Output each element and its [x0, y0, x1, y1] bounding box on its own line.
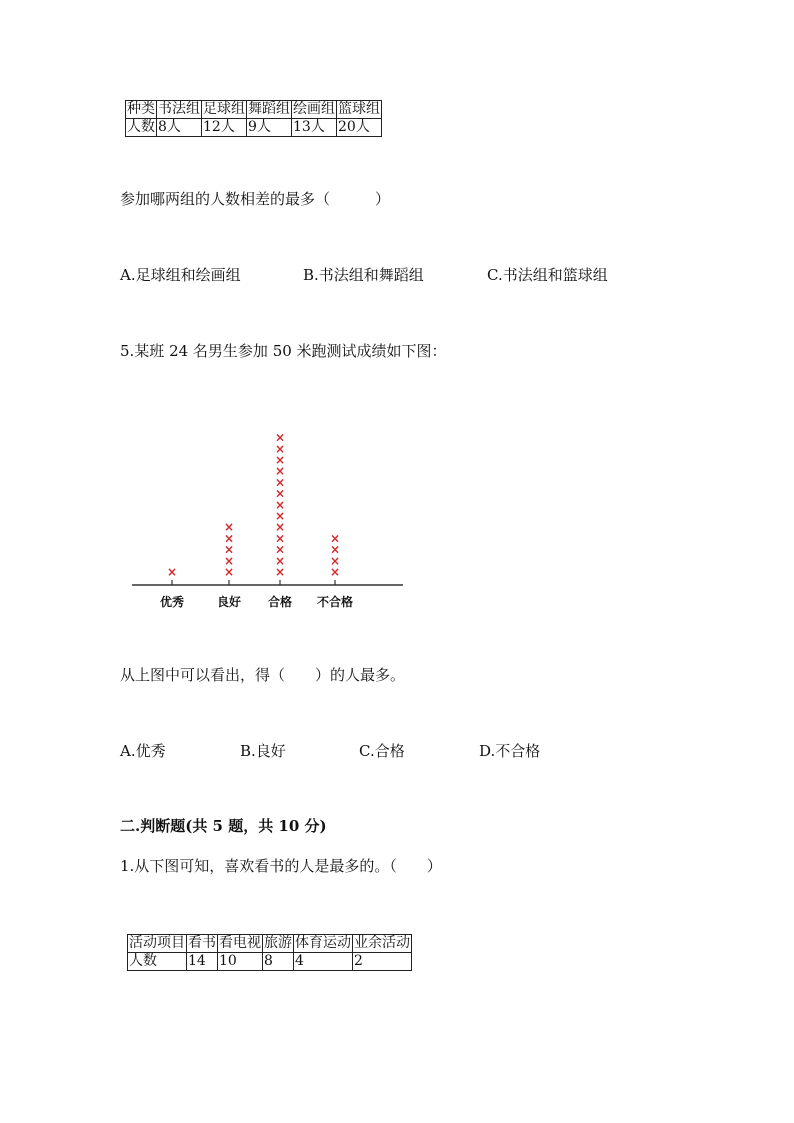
x-mark: × — [223, 520, 235, 535]
question-text: 参加哪两组的人数相差的最多（ ） — [120, 190, 391, 208]
table-cell: 8 — [263, 953, 294, 971]
table-cell: 人数 — [128, 953, 187, 971]
group-count-table-wrapper — [125, 100, 382, 137]
option-a: A.足球组和绘画组 — [120, 266, 241, 284]
x-tick-label: 良好 — [216, 595, 242, 609]
x-mark: × — [329, 565, 341, 579]
x-tick-label: 优秀 — [159, 595, 185, 609]
table-cell: 看电视 — [219, 935, 261, 951]
x-mark: × — [329, 542, 341, 557]
table-cell: 13人 — [292, 119, 337, 137]
line-plot-svg — [130, 418, 410, 618]
table-cell: 体育运动 — [295, 935, 351, 951]
x-tick-label: 不合格 — [316, 595, 354, 609]
x-mark: × — [274, 464, 286, 479]
x-mark: × — [274, 531, 286, 546]
x-mark: × — [274, 497, 286, 512]
option-c: C.合格 — [359, 742, 405, 760]
table-cell: 4 — [294, 953, 353, 971]
x-mark: × — [329, 553, 341, 568]
table-row — [128, 953, 412, 971]
table-cell: 篮球组 — [338, 101, 380, 117]
x-mark: × — [274, 453, 286, 467]
table-cell: 足球组 — [203, 101, 245, 117]
table-row — [126, 119, 382, 137]
table-row — [126, 101, 382, 119]
x-mark: × — [223, 542, 235, 557]
x-mark: × — [274, 565, 286, 579]
x-mark: × — [223, 531, 235, 546]
section-heading: 二.判断题(共 5 题，共 10 分) — [120, 817, 327, 835]
x-mark: × — [274, 542, 286, 557]
question-text: 从上图中可以看出，得（ ）的人最多。 — [120, 666, 406, 684]
line-plot-chart — [130, 418, 410, 618]
x-mark: × — [274, 430, 286, 445]
activity-table — [127, 934, 412, 971]
x-mark: × — [166, 565, 178, 579]
table-cell: 活动项目 — [129, 935, 185, 951]
x-mark: × — [329, 531, 341, 546]
x-mark: × — [274, 441, 286, 456]
table-cell: 20人 — [337, 119, 382, 137]
table-cell: 绘画组 — [293, 101, 335, 117]
table-cell: 舞蹈组 — [248, 101, 290, 117]
x-mark: × — [274, 553, 286, 568]
table-cell: 12人 — [202, 119, 247, 137]
question-text: 1.从下图可知，喜欢看书的人是最多的。（ ） — [120, 857, 442, 875]
table-cell: 8人 — [157, 119, 202, 137]
x-mark: × — [223, 553, 235, 568]
x-mark: × — [274, 486, 286, 501]
option-a: A.优秀 — [120, 742, 166, 760]
x-mark: × — [274, 509, 286, 523]
table-cell: 种类 — [127, 101, 155, 117]
table-cell: 业余活动 — [354, 935, 410, 951]
option-c: C.书法组和篮球组 — [487, 266, 608, 284]
x-tick-label: 合格 — [267, 595, 293, 609]
question-title: 5.某班 24 名男生参加 50 米跑测试成绩如下图： — [120, 342, 447, 360]
table-cell: 书法组 — [158, 101, 200, 117]
activity-table-wrapper — [127, 934, 412, 971]
table-cell: 2 — [353, 953, 412, 971]
option-b: B.书法组和舞蹈组 — [303, 266, 424, 284]
table-cell: 人数 — [127, 119, 155, 135]
x-mark: × — [274, 475, 286, 490]
table-cell: 看书 — [188, 935, 216, 951]
group-count-table — [125, 100, 382, 137]
x-mark: × — [223, 565, 235, 579]
table-row — [128, 935, 412, 953]
x-mark: × — [274, 520, 286, 535]
option-d: D.不合格 — [479, 742, 541, 760]
table-cell: 10 — [218, 953, 263, 971]
table-cell: 旅游 — [264, 935, 292, 951]
option-b: B.良好 — [240, 742, 286, 760]
table-cell: 14 — [187, 953, 218, 971]
table-cell: 9人 — [247, 119, 292, 137]
